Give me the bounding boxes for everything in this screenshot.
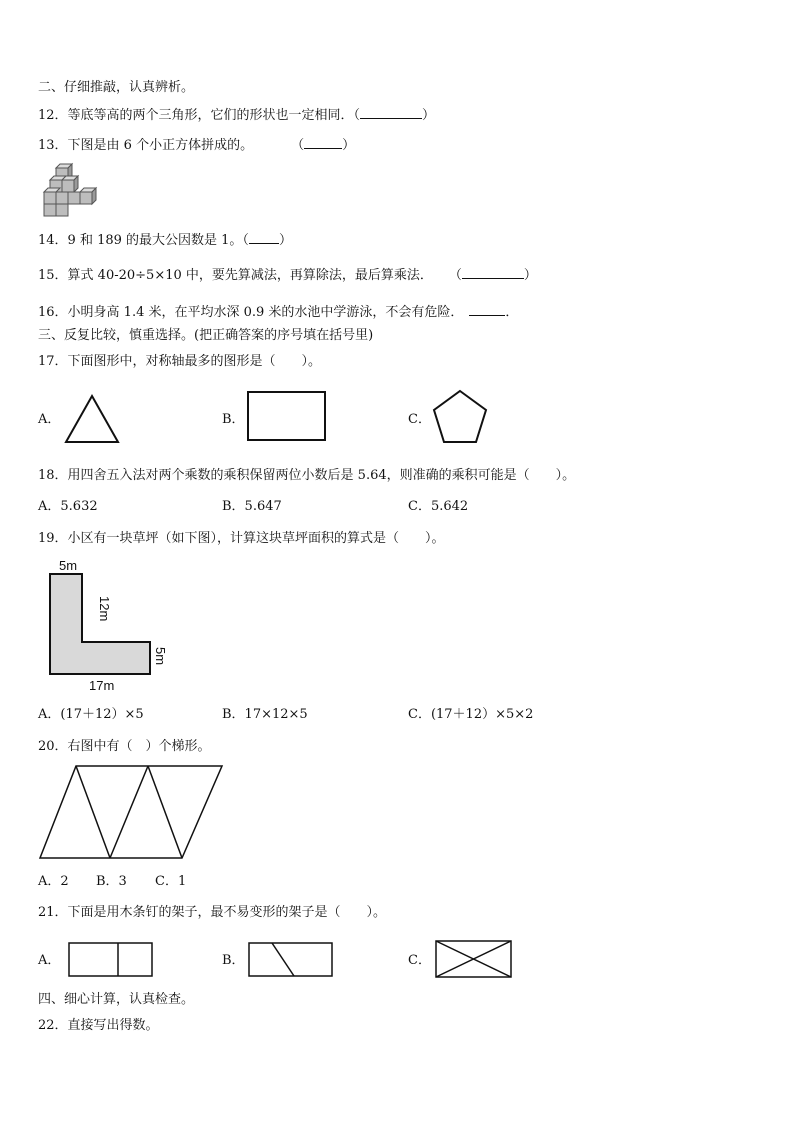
answer-blank-16[interactable] [469, 302, 505, 316]
question-14 [38, 230, 292, 249]
segment [76, 766, 110, 858]
question-12 [38, 105, 435, 124]
trapezoid-figure [38, 764, 224, 862]
question-15-open: （ [448, 268, 462, 283]
q19-option-a[interactable]: A．(17＋12）×5 [38, 707, 144, 722]
cube [44, 204, 56, 216]
question-13 [38, 135, 355, 154]
section-3-heading: 三、反复比较，慎重选择。(把正确答案的序号填在括号里) [38, 328, 374, 343]
frame-a-rect [69, 943, 152, 976]
label-right-5m: 5m [153, 647, 168, 666]
cube [62, 180, 74, 192]
q18-option-b[interactable]: B．5.647 [222, 499, 282, 514]
outer-parallelogram [40, 766, 222, 858]
q21-option-a[interactable]: A． [38, 953, 61, 968]
q19-option-c[interactable]: C．(17＋12）×5×2 [408, 707, 534, 722]
q17-option-a[interactable]: A． [38, 412, 61, 427]
pentagon-figure [431, 389, 489, 445]
question-14-text: 14．9 和 189 的最大公因数是 1。（ [38, 233, 249, 248]
question-22: 22．直接写出得数。 [38, 1018, 159, 1033]
question-17: 17．下面图形中，对称轴最多的图形是（ ）。 [38, 354, 322, 369]
question-15-text: 15．算式 40-20÷5×10 中，要先算减法，再算除法，最后算乘法． [38, 268, 433, 283]
question-18: 18．用四舍五入法对两个乘数的乘积保留两位小数后是 5.64，则准确的乘积可能是（ ）。 [38, 468, 576, 483]
frame-b-diagonal [272, 943, 294, 976]
question-13-open: （ [291, 138, 305, 153]
answer-blank-13[interactable] [304, 135, 342, 149]
label-inner-12m: 12m [97, 596, 112, 622]
lawn-shape [50, 574, 150, 674]
q18-option-c[interactable]: C．5.642 [408, 499, 469, 514]
stacked-cubes-figure [40, 162, 100, 218]
q18-option-a[interactable]: A．5.632 [38, 499, 98, 514]
q20-option-b[interactable]: B．3 [96, 874, 127, 889]
question-15 [38, 265, 537, 284]
q21-option-c[interactable]: C． [408, 953, 431, 968]
cube [80, 192, 92, 204]
question-12-text: 12．等底等高的两个三角形，它们的形状也一定相同．（ [38, 108, 361, 123]
question-16 [38, 302, 518, 321]
question-14-close: ） [278, 233, 292, 248]
q20-option-a[interactable]: A．2 [38, 874, 69, 889]
question-20: 20．右图中有（ ）个梯形。 [38, 739, 211, 754]
q19-option-b[interactable]: B．17×12×5 [222, 707, 308, 722]
frame-a-figure [68, 942, 154, 978]
label-top-5m: 5m [59, 558, 78, 573]
q17-option-c[interactable]: C． [408, 412, 431, 427]
label-bottom-17m: 17m [89, 678, 115, 693]
cube [44, 192, 56, 204]
answer-blank-15[interactable] [462, 265, 524, 279]
rectangle-figure [247, 391, 327, 443]
segment [110, 766, 148, 858]
cube [56, 192, 68, 204]
question-13-text: 13．下图是由 6 个小正方体拼成的。 [38, 138, 254, 153]
answer-blank-14[interactable] [249, 230, 279, 244]
segment [148, 766, 182, 858]
question-15-close: ） [523, 268, 537, 283]
question-19: 19．小区有一块草坪（如下图），计算这块草坪面积的算式是（ ）。 [38, 531, 445, 546]
rectangle-shape [248, 392, 325, 440]
question-21: 21．下面是用木条钉的架子，最不易变形的架子是（ ）。 [38, 905, 387, 920]
section-4-heading: 四、细心计算，认真检查。 [38, 992, 195, 1007]
pentagon-shape [434, 391, 486, 442]
question-16-end: ． [505, 305, 519, 320]
triangle-shape [66, 396, 118, 442]
cube [56, 204, 68, 216]
frame-c-figure [435, 940, 513, 980]
q21-option-b[interactable]: B． [222, 953, 245, 968]
cube [68, 192, 80, 204]
section-2-heading: 二、仔细推敲，认真辨析。 [38, 80, 195, 95]
answer-blank-12[interactable] [360, 105, 422, 119]
l-shaped-lawn-figure [40, 556, 180, 696]
question-16-text: 16．小明身高 1.4 米，在平均水深 0.9 米的水池中学游泳，不会有危险． [38, 305, 464, 320]
q20-option-c[interactable]: C．1 [155, 874, 187, 889]
question-12-close: ） [422, 108, 436, 123]
question-13-close: ） [342, 138, 356, 153]
q17-option-b[interactable]: B． [222, 412, 245, 427]
frame-b-figure [248, 942, 334, 978]
triangle-figure [64, 394, 120, 444]
